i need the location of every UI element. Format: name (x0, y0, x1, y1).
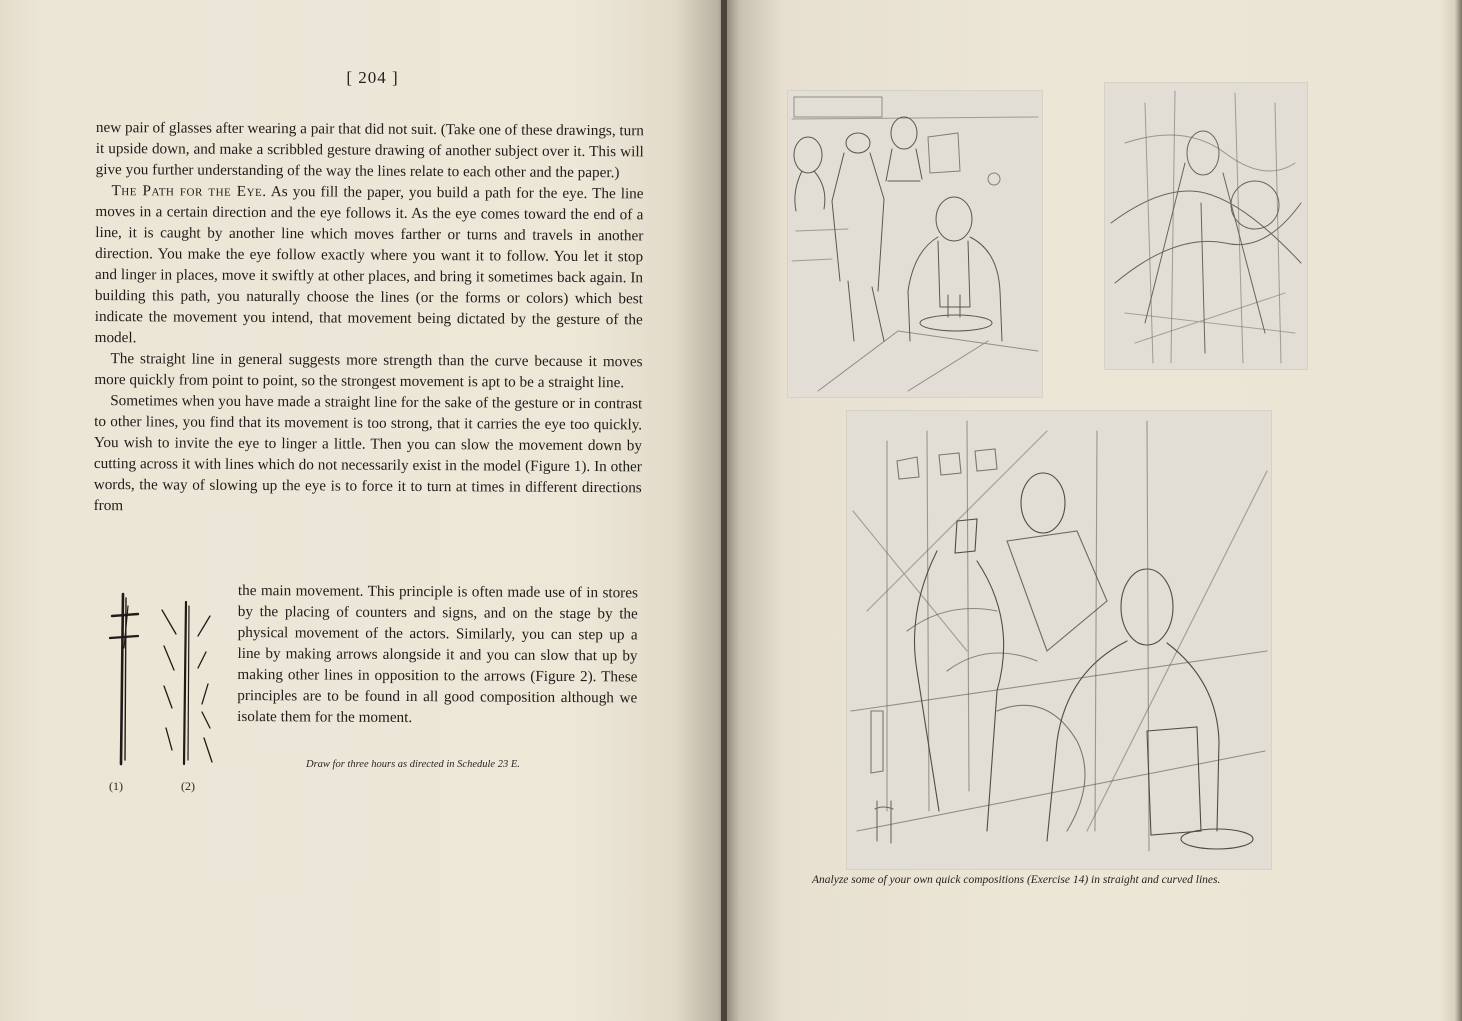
sketch-counter-plate (846, 410, 1272, 870)
sketch-diner-plate (787, 90, 1043, 398)
paragraph-2 (95, 180, 644, 351)
sketch-counter (847, 411, 1271, 869)
wrap-paragraph: the main movement. This principle is often made use of in stores by the placing of counters and signs, and on the stage by the physical movement of the actors. Similarly, you can step up a line by making arrows alongside it and you can slow that up by making other lines in opposition to the arrows (Figure 2). These principles are to be found in all good composition although we isolate them for the moment. (237, 581, 638, 727)
paragraph-4: Sometimes when you have made a straight line for the sake of the gesture or in contrast to other lines, you find that its movement is too strong, that it carries the eye too quickly. You wish to invite the eye to linger a little. Then you can slow the movement down by cutting across it with lines which do not necessarily exist in the model (Figure 1). In other words, the way of slowing up the eye is to force it to turn at times in different directions from (93, 392, 643, 515)
figure-2-drawing (158, 600, 218, 772)
body-text (94, 117, 644, 519)
figure-1-label: (1) (109, 779, 123, 793)
page-number: [ 204 ] (346, 68, 399, 87)
sketch-abstract (1105, 83, 1307, 369)
book-gutter (721, 0, 727, 1021)
schedule-note: Draw for three hours as directed in Schedule 23 E. (306, 759, 520, 770)
paragraph-3: The straight line in general suggests more strength than the curve because it moves more quickly from point to point, so the strongest movement is apt to be a straight line. (94, 350, 643, 392)
paragraph-2-text: As you fill the paper, you build a path for the eye. The line moves in a certain direction and the eye follows it. As the eye comes toward the end of a line, it is caught by another line which moves farther or turns and travels in another direction. You make the eye follow exactly where you want it to follow. You let it stop and linger in places, move it swiftly at other places, and bring it sometimes back again. In building this path, you naturally choose the lines (or the forms or colors) which best indicate the movement you intend, that movement being dictated by the gesture of the model. (94, 183, 644, 347)
figure-1-drawing (106, 592, 146, 772)
sketch-diner (788, 91, 1042, 397)
plate-caption: Analyze some of your own quick compositions (Exercise 14) in straight and curved lines. (812, 874, 1221, 886)
section-heading: The Path for the Eye. (111, 182, 267, 201)
sketch-abstract-plate (1104, 82, 1308, 370)
figure-2-label: (2) (181, 779, 195, 793)
figure-2 (158, 600, 218, 772)
figure-1 (106, 592, 146, 772)
paragraph-1: new pair of glasses after wearing a pair that did not suit. (Take one of these drawings, turn it upside down, and make a scribbled gesture drawing of another subject over it. This will give you further understanding of the way the lines relate to each other and the paper.) (95, 118, 644, 182)
